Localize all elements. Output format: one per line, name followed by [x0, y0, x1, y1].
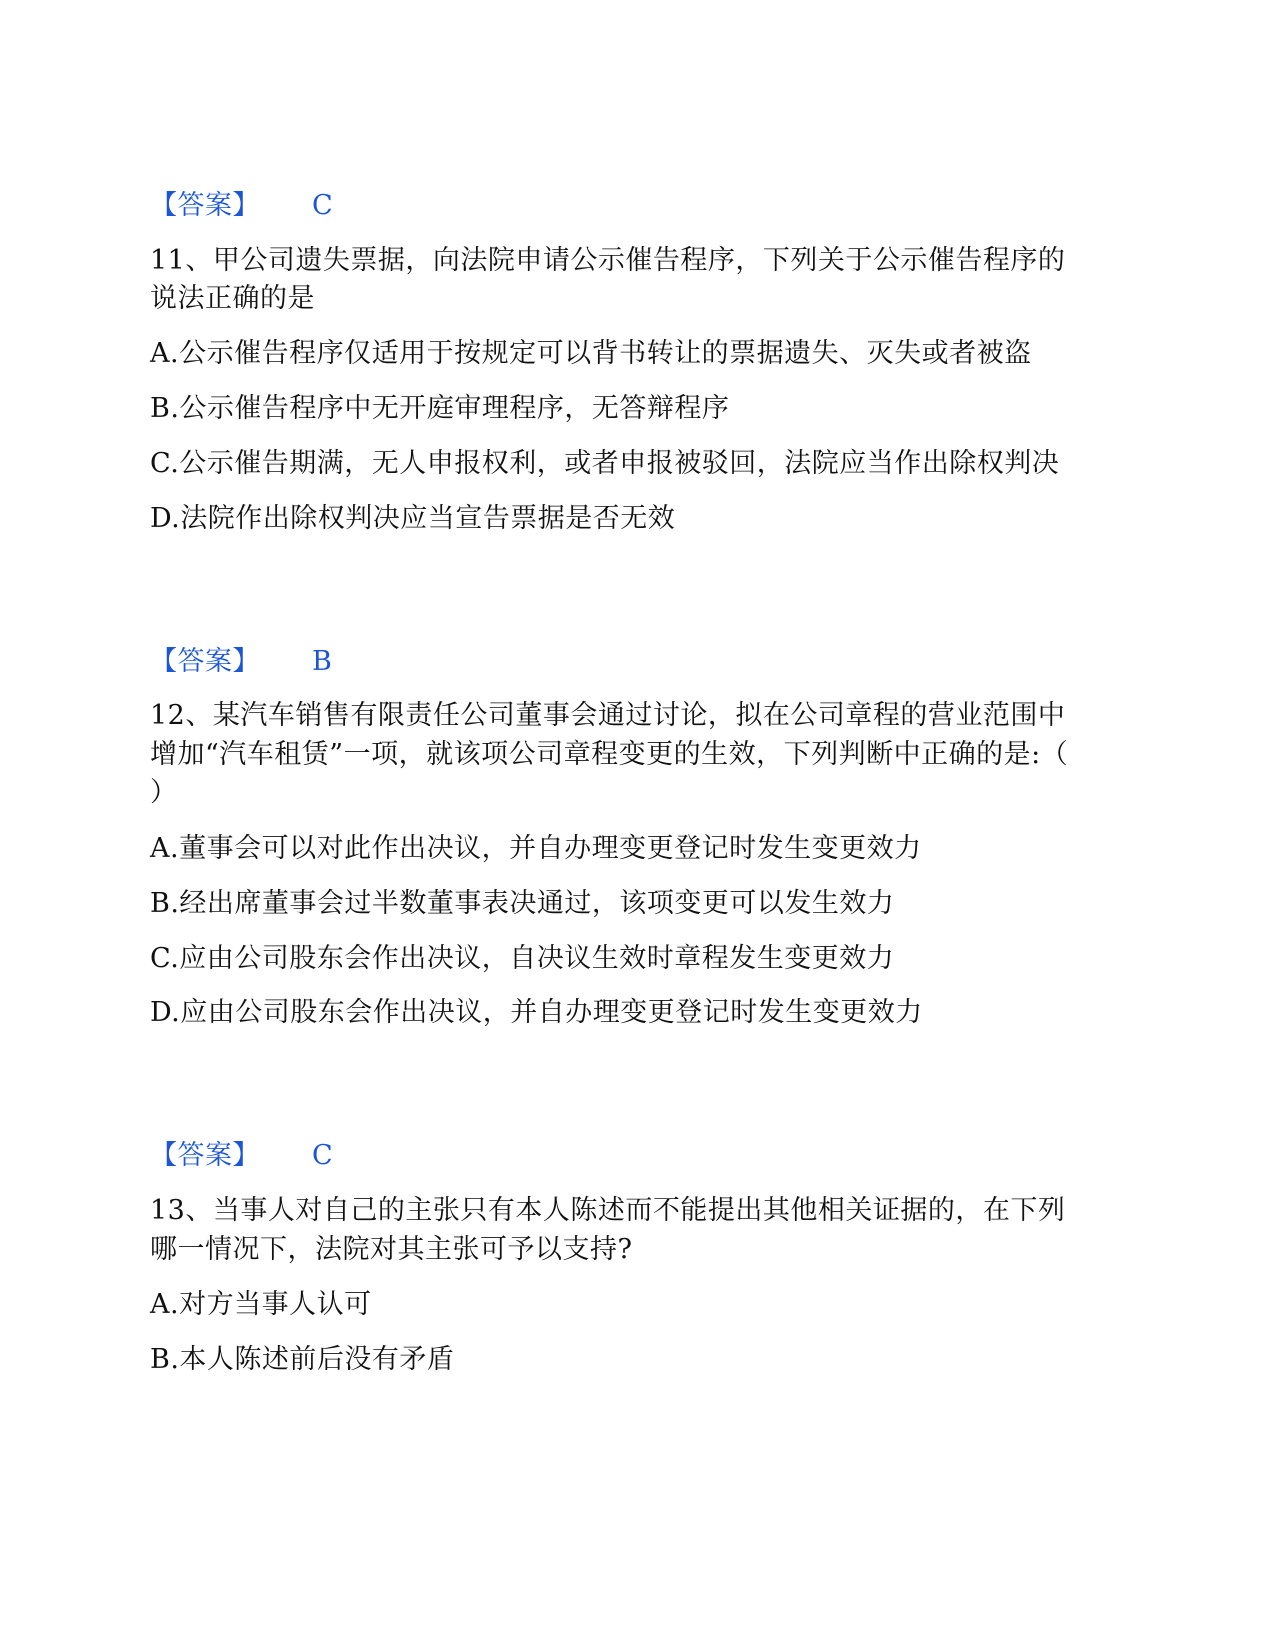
answer-value: C — [312, 190, 334, 221]
question-11-option-a: A.公示催告程序仅适用于按规定可以背书转让的票据遗失、灭失或者被盗 — [150, 338, 1032, 369]
question-12-option-a: A.董事会可以对此作出决议，并自办理变更登记时发生变更效力 — [150, 833, 922, 864]
question-13-option-a: A.对方当事人认可 — [150, 1289, 372, 1320]
question-12-option-b: B.经出席董事会过半数董事表决通过，该项变更可以发生效力 — [150, 888, 895, 919]
answer-label: 【答案】 — [150, 190, 260, 221]
answer-label: 【答案】 — [150, 646, 260, 677]
question-12-option-c: C.应由公司股东会作出决议，自决议生效时章程发生变更效力 — [150, 943, 895, 974]
question-12-stem-line-2: 增加“汽车租赁”一项，就该项公司章程变更的生效，下列判断中正确的是:（ — [150, 739, 1069, 770]
question-13-stem-line-1: 13、当事人对自己的主张只有本人陈述而不能提出其他相关证据的，在下列 — [150, 1195, 1066, 1226]
question-13-stem-line-2: 哪一情况下，法院对其主张可予以支持? — [150, 1234, 633, 1265]
question-12-stem-line-1: 12、某汽车销售有限责任公司董事会通过讨论，拟在公司章程的营业范围中 — [150, 700, 1066, 731]
question-12-option-d: D.应由公司股东会作出决议，并自办理变更登记时发生变更效力 — [150, 997, 923, 1028]
question-13-option-b: B.本人陈述前后没有矛盾 — [150, 1344, 455, 1375]
question-11-stem-line-2: 说法正确的是 — [150, 283, 315, 314]
answer-line — [150, 642, 332, 682]
question-11-stem-line-1: 11、甲公司遗失票据，向法院申请公示催告程序，下列关于公示催告程序的 — [150, 245, 1066, 276]
answer-line — [150, 186, 333, 226]
answer-value: B — [312, 646, 333, 677]
question-11-option-c: C.公示催告期满，无人申报权利，或者申报被驳回，法院应当作出除权判决 — [150, 448, 1060, 479]
answer-value: C — [312, 1140, 334, 1171]
answer-label: 【答案】 — [150, 1140, 260, 1171]
question-11-option-d: D.法院作出除权判决应当宣告票据是否无效 — [150, 503, 676, 534]
question-12-stem-line-3: ） — [150, 777, 178, 808]
answer-line — [150, 1136, 333, 1176]
question-11-option-b: B.公示催告程序中无开庭审理程序，无答辩程序 — [150, 393, 730, 424]
